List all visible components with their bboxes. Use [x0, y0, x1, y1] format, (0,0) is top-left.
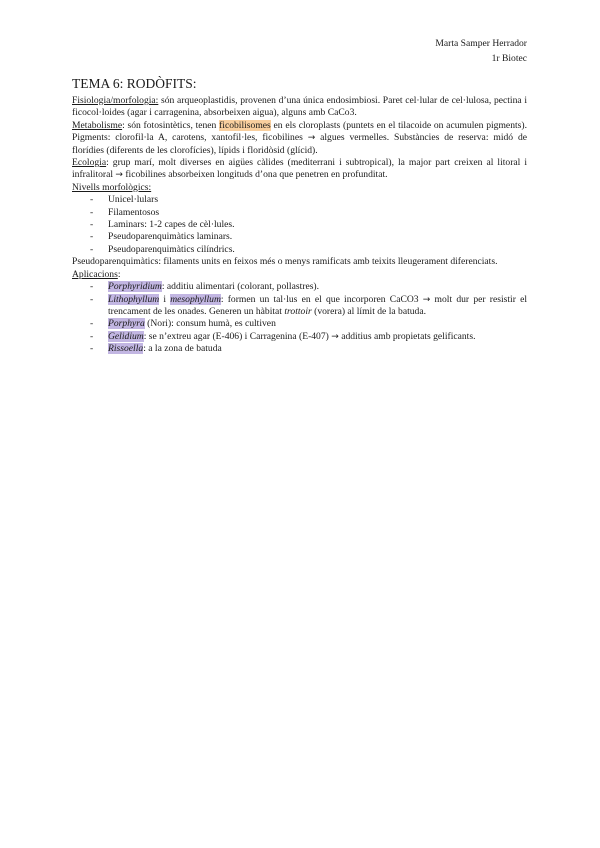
list-item	[72, 281, 527, 293]
ecologia-text-end: ficobilines absorbeixen longituds d’ona que penetren en profunditat.	[122, 169, 388, 181]
metabolisme-text: : són fotosintètics, tenen	[122, 119, 220, 131]
list-item	[72, 318, 527, 330]
arrow-icon: →	[115, 170, 123, 181]
ficobilisomes-highlight: ficobilisomes	[219, 119, 271, 131]
fisiologia-text: són arqueoplastidis, provenen d’una única endosimbiosi. Paret cel·lular de cel·lulosa, pectina i ficocol·loides (agar i carragenina, absorbeixen aigua), alguns amb CaCo3.	[72, 95, 527, 119]
course-name: 1r Biotec	[491, 53, 527, 64]
dash-bullet: -	[90, 219, 94, 231]
metabolisme-text-end: algues vermelles. Substàncies de reserva: midó de florídies (diferents de les clorofícies), lípids i floridòsid (glícid).	[72, 132, 527, 156]
document-header	[72, 36, 527, 66]
list-item-text: i	[159, 293, 171, 305]
nivells-list	[72, 194, 527, 256]
species-highlight: Rissoella	[108, 343, 144, 355]
fisiologia-paragraph	[72, 95, 527, 120]
species-highlight: Porphyra	[108, 318, 145, 330]
dash-bullet: -	[90, 206, 94, 218]
nivells-label: Nivells morfològics:	[72, 181, 152, 193]
ecologia-label: Ecologia	[72, 157, 107, 169]
aplicacions-colon: :	[117, 268, 121, 280]
list-item	[72, 343, 527, 355]
document-page	[72, 36, 527, 356]
metabolisme-label: Metabolisme	[72, 119, 123, 131]
dash-bullet: -	[90, 318, 94, 330]
metabolisme-paragraph	[72, 120, 527, 157]
arrow-icon: →	[331, 331, 339, 342]
ecologia-paragraph	[72, 157, 527, 182]
list-item-text: Unicel·lulars	[108, 194, 159, 206]
list-item-text: Laminars: 1-2 capes de cèl·lules.	[108, 219, 235, 231]
list-item	[72, 219, 527, 231]
species-highlight: Lithophyllum	[108, 293, 160, 305]
author-name: Marta Samper Herrador	[435, 38, 527, 49]
list-item-text: (Nori): consum humà, es cultiven	[144, 318, 276, 330]
aplicacions-label: Aplicacions	[72, 268, 118, 280]
aplicacions-heading	[72, 269, 527, 281]
list-item-text: : formen un tal·lus en el que incorporen CaCO3	[220, 293, 423, 305]
nivells-heading	[72, 182, 527, 194]
dash-bullet: -	[90, 194, 94, 206]
trottoir-term: trottoir	[284, 305, 312, 317]
arrow-icon: →	[307, 133, 316, 144]
list-item-text: molt dur per resistir el trencament de les onades. Generen un hàbitat	[108, 293, 528, 317]
fisiologia-label: Fisiologia/morfologia:	[72, 95, 159, 106]
ecologia-text: : grup marí, molt diverses en aigües càlides (mediterrani i subtropical), la major part creixen al litoral i infralitoral	[72, 157, 527, 181]
dash-bullet: -	[90, 330, 94, 342]
list-item-text: Pseudoparenquimàtics cilíndrics.	[108, 243, 235, 255]
pseudo-paragraph: Pseudoparenquimàtics: filaments units en feixos més o menys ramificats amb teixits lleugerament diferenciats.	[72, 256, 498, 268]
list-item-text: additius amb propietats gelificants.	[338, 330, 476, 342]
list-item-text: (vorera) al límit de la batuda.	[311, 305, 427, 317]
list-item	[72, 294, 527, 319]
list-item	[72, 244, 527, 256]
list-item	[72, 194, 527, 206]
document-title: TEMA 6: RODÒFITS:	[72, 76, 197, 91]
dash-bullet: -	[90, 281, 94, 293]
dash-bullet: -	[90, 231, 94, 243]
dash-bullet: -	[90, 243, 94, 255]
list-item	[72, 231, 527, 243]
arrow-icon: →	[422, 294, 431, 305]
species-highlight: mesophyllum	[170, 293, 221, 305]
list-item-text: Filamentosos	[108, 206, 160, 218]
species-highlight: Porphyridium	[108, 281, 162, 293]
species-highlight: Gelidium	[108, 330, 144, 342]
aplicacions-list	[72, 281, 527, 355]
list-item-text: : additiu alimentari (colorant, pollastres).	[161, 281, 320, 293]
dash-bullet: -	[90, 293, 94, 305]
list-item	[72, 207, 527, 219]
dash-bullet: -	[90, 343, 94, 355]
list-item-text: Pseudoparenquimàtics laminars.	[108, 231, 233, 243]
list-item-text: : a la zona de batuda	[143, 343, 222, 355]
list-item-text: : se n’extreu agar (E-406) i Carragenina (E-407)	[143, 330, 332, 342]
list-item	[72, 331, 527, 343]
metabolisme-text-after: en els cloroplasts (puntets en el tilacoide on acumulen pigments). Pigments: clorofil·la A, carotens, xantofil·les, ficobilines	[72, 119, 527, 144]
